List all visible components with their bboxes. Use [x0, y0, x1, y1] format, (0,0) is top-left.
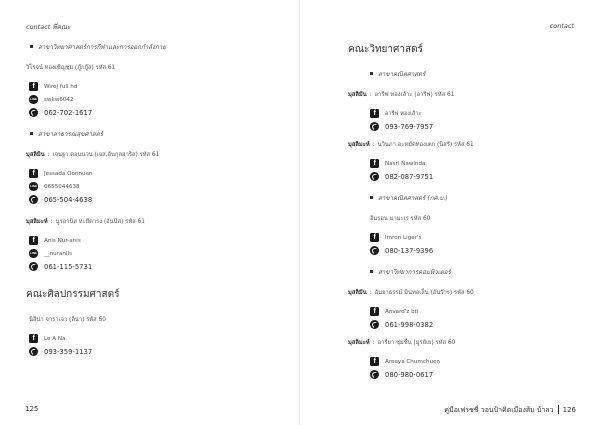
phone-icon — [370, 172, 379, 181]
line-icon: LINE — [29, 95, 38, 104]
facebook-contact: f Anis Nur-anis — [29, 234, 280, 247]
facebook-contact: f Nasri Nawinda — [370, 157, 580, 170]
line-contact: LINE swkw6042 — [30, 96, 74, 103]
facebook-icon: f — [29, 236, 38, 245]
phone-icon — [29, 108, 38, 117]
facebook-icon: f — [29, 334, 38, 343]
bullet-icon — [370, 196, 373, 199]
facebook-icon: f — [370, 233, 379, 242]
faculty-title: คณะวิทยาศาสตร์ — [348, 44, 423, 55]
line-contact: LINE __nuranils — [30, 250, 72, 257]
line-icon: LINE — [29, 249, 38, 258]
contact-person: มุสลิมีน : อันยาธรรม์ มินทอเส็น (อันวัาร) รหัส 60 — [348, 290, 474, 296]
phone-contact: 093-359-1137 — [29, 345, 280, 358]
phone-contact: 065-504-4638 — [29, 193, 280, 206]
page-footer-right — [444, 405, 576, 416]
footer-divider — [558, 405, 559, 414]
facebook-icon: f — [370, 307, 379, 316]
facebook-contact: f Areeya Chumchuen — [370, 355, 580, 368]
right-page — [300, 0, 600, 425]
subsection-title: สาขาวิทยาศาสตร์การกีฬาและการออกกำลังกาย — [30, 42, 280, 52]
line-icon: LINE — [29, 182, 38, 191]
right-content — [348, 42, 580, 381]
bullet-icon — [370, 72, 373, 75]
phone-contact: 061-115-5731 — [29, 260, 280, 273]
facebook-icon: f — [370, 159, 379, 168]
phone-contact: 061-998-0382 — [370, 318, 580, 331]
bullet-icon — [30, 45, 33, 48]
running-header-right: contact — [549, 22, 574, 30]
bullet-icon — [30, 132, 33, 135]
line-contact: LINE 0655044638 — [30, 183, 80, 190]
contact-person: อิมรอน มามะเร รหัส 60 — [370, 216, 431, 222]
phone-contact: 062-702-1617 — [29, 106, 280, 119]
phone-contact: 093-769-7957 — [370, 120, 580, 133]
facebook-icon: f — [370, 109, 379, 118]
faculty-title: คณะศิลปกรรมศาสตร์ — [26, 289, 120, 300]
contact-person: วิโรจน์ ทองเชิญชุ่ย (ภู๊กกู๊ส) รหัส 61 — [26, 65, 116, 71]
contact-person: มุสลิมิน : เจนฐา ดอนนวน (เจส,อันกุลฮาริส) รหัส 61 — [26, 152, 160, 158]
phone-icon — [370, 370, 379, 379]
contact-person: มุสลิมะห์ : อารียา ชุ่มชื่น (มูรยัเย) รหัส 60 — [348, 340, 456, 346]
facebook-icon: f — [370, 357, 379, 366]
facebook-contact: f Wiroj full hd — [29, 80, 280, 93]
page-number-left: 125 — [25, 405, 39, 413]
subsection-title: สาขาวิทยาการคอมพิวเตอร์ — [370, 267, 580, 277]
subsection-title: สาขาคณิตศาสตร์ (กศ.บ.) — [370, 193, 580, 203]
facebook-contact: f Imron Liger's — [370, 231, 580, 244]
phone-icon — [29, 262, 38, 271]
phone-icon — [29, 347, 38, 356]
subsection-title: สาขาคณิตศาสตร์ — [370, 69, 580, 79]
facebook-contact: f Jessada Oonnuan — [29, 167, 280, 180]
facebook-icon: f — [29, 169, 38, 178]
facebook-contact: f Anvard'z btl — [370, 305, 580, 318]
contact-person: มุสลิมะห์ : นูรอานิส หะยีดารง (อันนิส) รหัส 61 — [26, 219, 145, 225]
book-title: คู่มือเฟรชชี่ วอนป้าคิดเมืองส้ม บ้าลว — [444, 406, 554, 414]
phone-contact: 082-087-9751 — [370, 170, 580, 183]
page-number-right: 126 — [562, 406, 576, 414]
phone-contact: 080-137-9396 — [370, 244, 580, 257]
left-content — [26, 42, 280, 358]
phone-icon — [370, 246, 379, 255]
phone-icon — [29, 195, 38, 204]
subsection-title: สาขาสาธารณสุขศาสตร์ — [30, 129, 280, 139]
facebook-contact: f Le A Na — [29, 332, 280, 345]
facebook-icon: f — [29, 82, 38, 91]
phone-contact: 080-980-0617 — [370, 368, 580, 381]
running-header-left: contact พี่คณะ — [26, 23, 71, 31]
contact-person: นิสิน่า จาราเจา (ลิน่า) รหัส 60 — [29, 317, 106, 323]
bullet-icon — [370, 270, 373, 273]
facebook-contact: f อารีฟ ทองเส้าะ — [370, 107, 580, 120]
phone-icon — [370, 122, 379, 131]
contact-person: มุสลิมีน : อารีฟ ทองเส้าะ (อารีฟ) รหัส 61 — [348, 92, 455, 98]
phone-icon — [370, 320, 379, 329]
contact-person: มุสลิมะห์ : นวินภา อะหมัดทองเตก (นิสรี) รหัส 61 — [348, 142, 474, 148]
